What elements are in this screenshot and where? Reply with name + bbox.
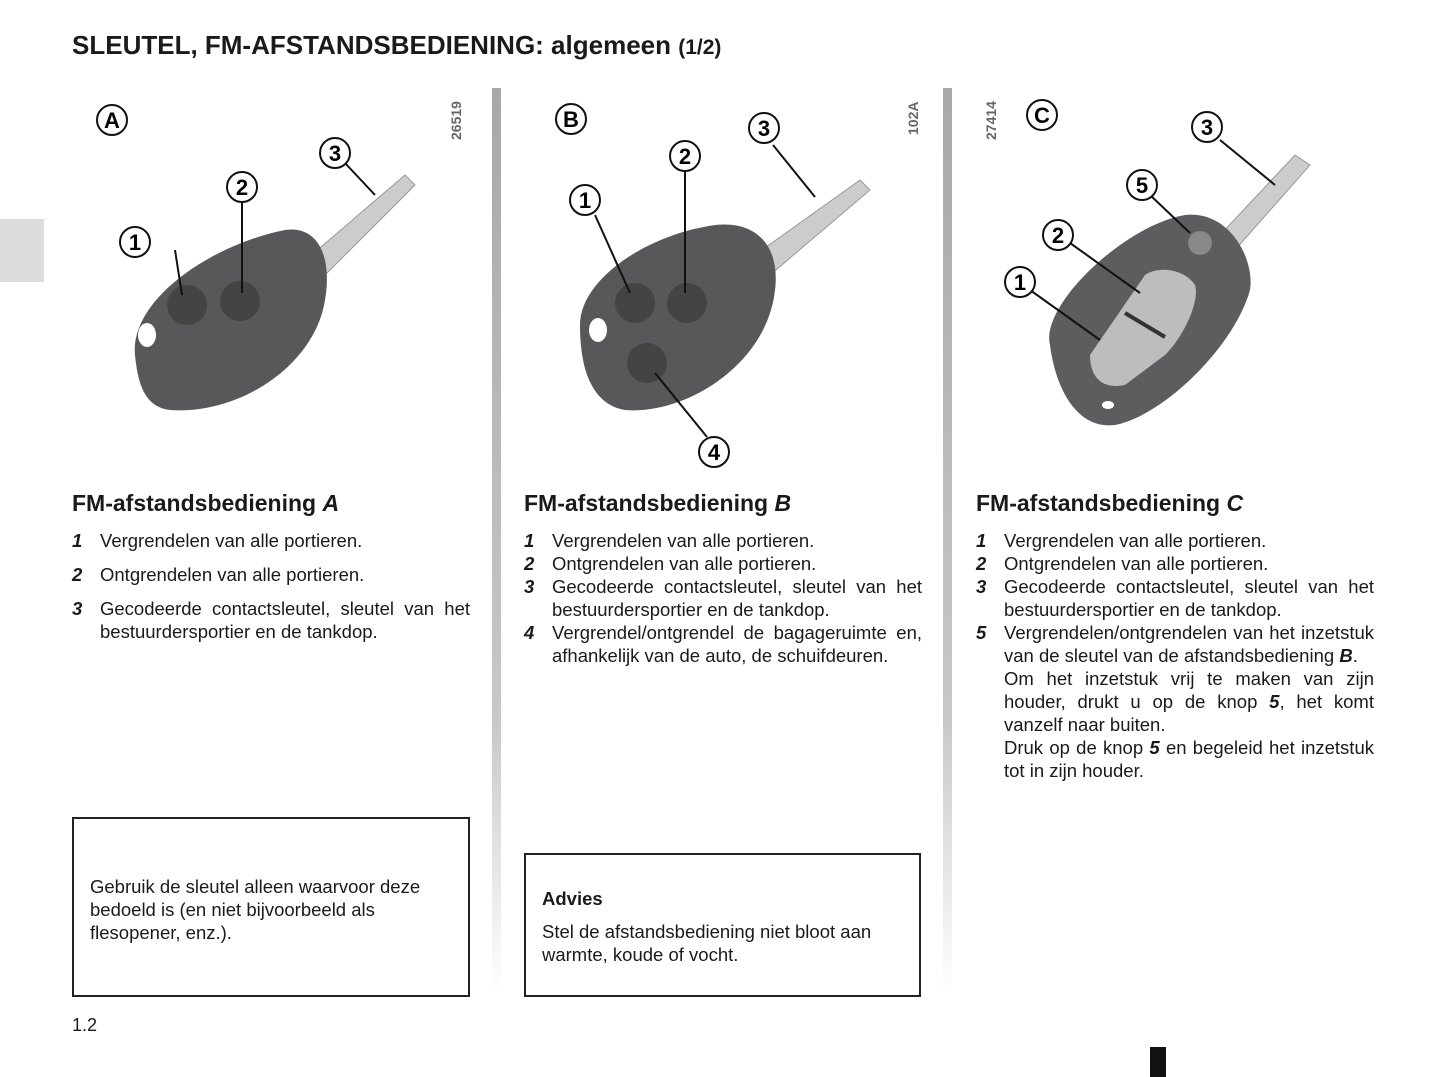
title-part: (1/2) <box>678 36 722 59</box>
list-item: 2 Ontgrendelen van alle portieren. <box>524 553 817 574</box>
title-main: SLEUTEL, FM-AFSTANDSBEDIENING: algemeen <box>72 30 672 60</box>
note-box <box>72 817 470 997</box>
list-item: 2 Ontgrendelen van alle portieren. <box>976 553 1269 574</box>
list-item: 5 Vergrendelen/ontgrendelen van het inzetstuk van de sleutel van de afstandsbediening B. Om het inzetstuk vrij te maken van zijn houder, drukt u op de knop 5, het komt vanzelf naar buiten. Druk op de knop 5 en begeleid het inzetstuk tot in zijn houder. <box>976 622 1374 781</box>
figure-letter: B <box>563 107 579 132</box>
list-c <box>976 529 1374 782</box>
callout-2: 2 <box>235 175 249 200</box>
callout-5: 5 <box>1135 173 1149 198</box>
page-title <box>72 30 721 61</box>
list-item: 3 Gecodeerde contactsleutel, sleutel van het bestuurdersportier en de tankdop. <box>72 598 470 642</box>
figure-code: 27414 <box>983 101 999 140</box>
advice-title: Advies <box>542 888 603 909</box>
figure-key-b <box>515 85 935 475</box>
chapter-tab <box>0 219 44 282</box>
page-number: 1.2 <box>72 1015 98 1035</box>
list-b <box>524 529 922 667</box>
callout-3: 3 <box>1200 115 1214 140</box>
list-item: 1 Vergrendelen van alle portieren. <box>72 530 363 551</box>
figure-letter: A <box>104 108 120 133</box>
column-divider <box>492 88 501 993</box>
figure-code: 26519 <box>448 101 464 140</box>
list-item: 1 Vergrendelen van alle portieren. <box>976 530 1267 551</box>
list-item: 3 Gecodeerde contactsleutel, sleutel van het bestuurdersportier en de tankdop. <box>524 576 922 620</box>
list-item: 1 Vergrendelen van alle portieren. <box>524 530 815 551</box>
figure-letter: C <box>1034 103 1050 128</box>
figure-key-c <box>965 85 1385 475</box>
key-c-illustration <box>965 85 1385 475</box>
note-text: Gebruik de sleutel alleen waarvoor deze bedoeld is (en niet bijvoorbeeld als flesopener, enz.). <box>90 876 421 943</box>
callout-1: 1 <box>578 188 592 213</box>
advice-box <box>524 853 921 997</box>
column-divider <box>943 88 952 993</box>
list-a <box>72 529 470 643</box>
callout-2: 2 <box>1051 223 1065 248</box>
callout-4: 4 <box>707 440 721 465</box>
callout-2: 2 <box>678 144 692 169</box>
callout-3: 3 <box>757 116 771 141</box>
callout-1: 1 <box>128 230 142 255</box>
key-a-illustration <box>60 85 480 475</box>
advice-text: Stel de afstandsbediening niet bloot aan warmte, koude of vocht. <box>542 921 872 965</box>
list-item: 4 Vergrendel/ontgrendel de bagageruimte en, afhankelijk van de auto, de schuifdeuren. <box>524 622 922 666</box>
callout-3: 3 <box>328 141 342 166</box>
section-heading-b: FM-afstandsbediening B <box>524 490 792 516</box>
section-heading-a: FM-afstandsbediening A <box>72 490 340 516</box>
figure-code: 102A <box>905 101 921 135</box>
page-edge-marker <box>1150 1047 1166 1077</box>
list-item: 2 Ontgrendelen van alle portieren. <box>72 564 365 585</box>
key-b-illustration <box>515 85 935 475</box>
list-item: 3 Gecodeerde contactsleutel, sleutel van het bestuurdersportier en de tankdop. <box>976 576 1374 620</box>
callout-1: 1 <box>1013 270 1027 295</box>
figure-key-a <box>60 85 480 475</box>
section-heading-c: FM-afstandsbediening C <box>976 490 1244 516</box>
